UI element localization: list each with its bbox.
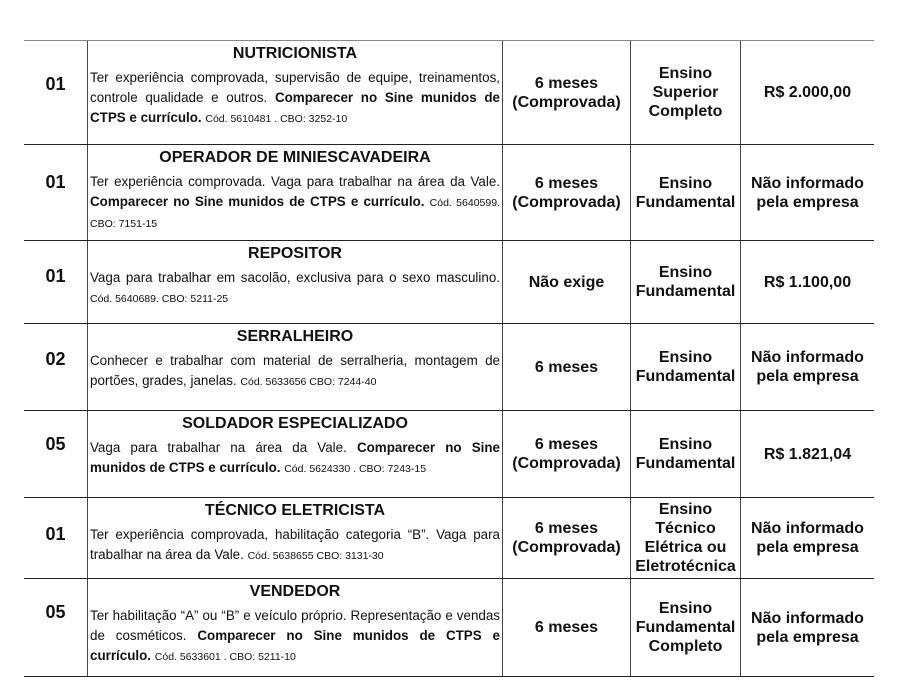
vacancy-description xyxy=(88,411,503,497)
vacancy-text xyxy=(90,525,500,566)
vacancy-education: Ensino Fundamental xyxy=(631,145,741,240)
vacancy-text xyxy=(90,268,500,309)
vacancy-text xyxy=(90,172,500,234)
requirements-text: Ter habilitação “A” ou “B” e veículo próprio. Representação e vendas de cosméticos. xyxy=(90,608,500,643)
vacancy-quantity: 01 xyxy=(24,241,88,323)
vacancy-salary: Não informado pela empresa xyxy=(751,520,864,556)
vacancy-quantity: 01 xyxy=(24,498,88,578)
requirements-text: Vaga para trabalhar na área da Vale. xyxy=(90,440,347,455)
vacancy-salary: R$ 1.821,04 xyxy=(763,445,852,463)
vacancy-code: Cód. 5640689. CBO: 5211-25 xyxy=(90,293,229,305)
vacancy-code: Cód. 5624330 . CBO: 7243-15 xyxy=(284,463,427,475)
vacancy-description xyxy=(88,498,503,578)
vacancy-quantity: 05 xyxy=(24,579,88,676)
vacancy-description xyxy=(88,41,503,144)
vacancy-salary: Não informado pela empresa xyxy=(751,609,864,646)
vacancy-salary: R$ 2.000,00 xyxy=(763,84,852,101)
vacancy-text xyxy=(90,68,500,129)
vacancy-title: NUTRICIONISTA xyxy=(232,45,358,62)
requirements-text: Conhecer e trabalhar com material de serralheria, montagem de portões, grades, janelas. xyxy=(90,353,500,388)
vacancy-code: Cód. 5640599. CBO: 7151-15 xyxy=(90,197,500,230)
vacancy-code: Cód. 5610481 . CBO: 3252-10 xyxy=(205,113,348,125)
vacancy-title: SOLDADOR ESPECIALIZADO xyxy=(182,415,408,432)
job-vacancies-table xyxy=(24,40,874,677)
vacancy-quantity: 01 xyxy=(24,145,88,240)
vacancy-description xyxy=(88,145,503,240)
vacancy-education: Ensino Superior Completo xyxy=(631,41,741,144)
vacancy-experience: Não exige xyxy=(503,241,631,323)
vacancy-experience: 6 meses (Comprovada) xyxy=(503,41,631,144)
vacancy-education: Ensino Fundamental xyxy=(631,411,741,497)
instructions-text: Comparecer no Sine munidos de CTPS e currículo. xyxy=(90,440,500,475)
vacancy-title: VENDEDOR xyxy=(249,583,341,600)
vacancy-code: Cód. 5633656 CBO: 7244-40 xyxy=(240,376,377,388)
vacancy-title: SERRALHEIRO xyxy=(236,328,354,345)
vacancy-text xyxy=(90,438,500,479)
vacancy-education: Ensino Fundamental xyxy=(631,324,741,410)
vacancy-education: Ensino Fundamental xyxy=(631,241,741,323)
vacancy-title: REPOSITOR xyxy=(248,245,342,262)
vacancy-description xyxy=(88,579,503,676)
vacancy-row-operador xyxy=(24,145,874,241)
vacancy-experience: 6 meses (Comprovada) xyxy=(503,145,631,240)
vacancy-description xyxy=(88,241,503,323)
instructions-text: Comparecer no Sine munidos de CTPS e currículo. xyxy=(90,90,500,125)
requirements-text: Vaga para trabalhar em sacolão, exclusiva para o sexo masculino. xyxy=(90,270,500,285)
vacancy-experience: 6 meses xyxy=(503,324,631,410)
vacancy-text xyxy=(90,606,500,667)
vacancy-experience: 6 meses (Comprovada) xyxy=(503,498,631,578)
vacancy-quantity: 05 xyxy=(24,411,88,497)
requirements-text: Ter experiência comprovada, supervisão de equipe, treinamentos, controle qualidade e outros. xyxy=(90,70,500,105)
instructions-text: Comparecer no Sine munidos de CTPS e currículo. xyxy=(90,628,500,663)
vacancy-quantity: 02 xyxy=(24,324,88,410)
vacancy-text xyxy=(90,351,500,392)
instructions-text: Comparecer no Sine munidos de CTPS e currículo. xyxy=(90,194,425,209)
vacancy-experience: 6 meses xyxy=(503,579,631,676)
vacancy-description xyxy=(88,324,503,410)
requirements-text: Ter experiência comprovada. Vaga para trabalhar na área da Vale. xyxy=(90,174,500,189)
vacancy-salary: Não informado pela empresa xyxy=(751,174,864,211)
vacancy-salary: R$ 1.100,00 xyxy=(763,273,852,291)
vacancy-experience: 6 meses (Comprovada) xyxy=(503,411,631,497)
vacancy-education: Ensino Fundamental Completo xyxy=(631,579,741,676)
vacancy-row-serralheiro xyxy=(24,324,874,411)
requirements-text: Ter experiência comprovada, habilitação categoria “B”. Vaga para trabalhar na área da Vale. xyxy=(90,527,500,562)
vacancy-education: Ensino Técnico Elétrica ou Eletrotécnica xyxy=(631,498,741,578)
vacancy-row-vendedor xyxy=(24,579,874,676)
vacancy-row-tecnico xyxy=(24,498,874,579)
vacancy-row-repositor xyxy=(24,241,874,324)
vacancy-salary: Não informado pela empresa xyxy=(751,349,864,385)
vacancy-title: TÉCNICO ELETRICISTA xyxy=(204,502,386,519)
vacancy-code: Cód. 5633601 . CBO: 5211-10 xyxy=(154,651,296,663)
vacancy-row-soldador xyxy=(24,411,874,498)
vacancy-row-nutricionista xyxy=(24,41,874,145)
vacancy-quantity: 01 xyxy=(24,41,88,144)
vacancy-code: Cód. 5638655 CBO: 3131-30 xyxy=(247,550,384,562)
vacancy-title: OPERADOR DE MINIESCAVADEIRA xyxy=(159,149,431,166)
